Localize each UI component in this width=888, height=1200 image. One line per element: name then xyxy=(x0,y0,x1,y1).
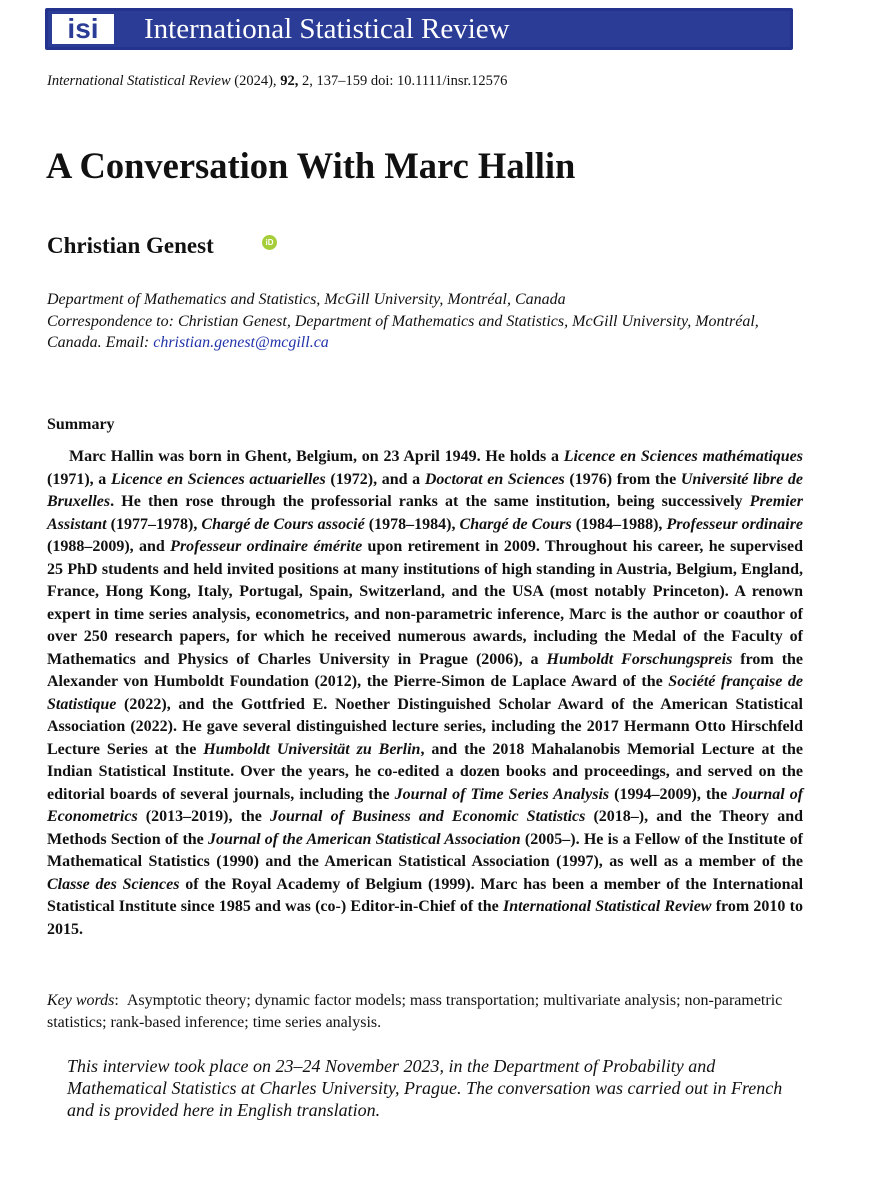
citation-pages-doi[interactable]: 2, 137–159 doi: 10.1111/insr.12576 xyxy=(301,73,508,89)
summary-segment: Marc Hallin was born in Ghent, Belgium, on 23 April 1949. He holds a xyxy=(69,448,564,465)
correspondence-line xyxy=(47,311,767,354)
article-title: A Conversation With Marc Hallin xyxy=(46,145,576,186)
summary-italic-segment: Licence en Sciences actuarielles xyxy=(110,470,326,488)
summary-segment: (1972), and a xyxy=(325,470,425,488)
summary-segment: (1978–1984), xyxy=(364,515,460,533)
keywords-label: Key words xyxy=(47,992,115,1009)
summary-italic-segment: Chargé de Cours associé xyxy=(201,515,365,533)
summary-italic-segment: Journal of Econometrics xyxy=(47,785,804,825)
email-link[interactable]: christian.genest@mcgill.ca xyxy=(153,334,329,351)
summary-segment: (1977–1978), xyxy=(106,515,202,533)
correspondence-text: Correspondence to: Christian Genest, Department of Mathematics and Statistics, McGill University, Montréal, Canada. Email: xyxy=(47,312,759,351)
summary-segment: (1994–2009), the xyxy=(609,785,733,803)
citation-line xyxy=(47,73,507,90)
summary-italic-segment: Licence en Sciences mathématiques xyxy=(563,448,803,465)
journal-name: International Statistical Review xyxy=(144,13,510,45)
summary-italic-segment: Classe des Sciences xyxy=(47,875,180,893)
summary-segment: (1971), a xyxy=(47,470,111,488)
summary-segment: (2022), and the Gottfried E. Noether Distinguished Scholar Award of the American Statistical Association (2022). He gave several distinguished lecture series, including the 2017 Hermann Otto Hirschfeld Lecture Series at the xyxy=(47,695,803,758)
keywords-text: Asymptotic theory; dynamic factor models; mass transportation; multivariate analysis; non-parametric statistics; rank-based inference; time series analysis. xyxy=(47,992,783,1031)
summary-segment: upon retirement in 2009. Throughout his career, he supervised 25 PhD students and held invited positions at many institutions of high standing in Austria, Belgium, England, France, Hong Kong, Italy, Portugal, Spain, Switzerland, and the USA (most notably Princeton). A renown expert in time series analysis, econometrics, and non-parametric inference, Marc is the author or coauthor of over 250 research papers, for which he received numerous awards, including the Medal of the Faculty of Mathematics and Physics of Charles University in Prague (2006), a xyxy=(47,538,804,668)
summary-segment: from the Alexander von Humboldt Foundation (2012), the Pierre-Simon de Laplace Award of the xyxy=(47,650,804,690)
summary-segment: (2018–), and the Theory and Methods Section of the xyxy=(47,808,804,848)
summary-segment: (1988–2009), and xyxy=(47,538,171,555)
citation-volume: 92, xyxy=(280,73,299,89)
journal-header-bar xyxy=(45,8,793,50)
summary-segment: (1984–1988), xyxy=(571,515,667,533)
summary-italic-segment: Professeur ordinaire émérite xyxy=(170,538,363,555)
summary-italic-segment: Premier Assistant xyxy=(47,493,803,533)
summary-italic-segment: Humboldt Forschungspreis xyxy=(546,650,733,668)
summary-italic-segment: Journal of Time Series Analysis xyxy=(394,785,610,803)
citation-journal: International Statistical Review xyxy=(47,73,231,89)
summary-italic-segment: Journal of the American Statistical Association xyxy=(208,830,521,848)
summary-segment: . He then rose through the professorial ranks at the same institution, being successively xyxy=(110,493,750,510)
summary-italic-segment: Chargé de Cours xyxy=(459,515,572,533)
summary-segment: of the Royal Academy of Belgium (1999). Marc has been a member of the International Statistical Institute since 1985 and was (co-) Editor-in-Chief of the xyxy=(47,875,804,915)
summary-segment: (2005–). He is a Fellow of the Institute of Mathematical Statistics (1990) and the American Statistical Association (1997), as well as a member of the xyxy=(47,830,804,870)
summary-heading: Summary xyxy=(47,416,115,433)
summary-italic-segment: Professeur ordinaire xyxy=(666,515,804,533)
summary-italic-segment: Journal of Business and Economic Statistics xyxy=(270,808,586,825)
interview-note: This interview took place on 23–24 November 2023, in the Department of Probability and Mathematical Statistics at Charles University, Prague. The conversation was carried out in French and is provided here in English translation. xyxy=(67,1056,783,1120)
isi-logo: isi xyxy=(52,14,114,44)
keywords-block: Key words: Asymptotic theory; dynamic factor models; mass transportation; multivariate analysis; non-parametric statistics; rank-based inference; time series analysis. xyxy=(47,992,783,1031)
author-name: Christian Genest xyxy=(47,233,214,258)
summary-segment: (2013–2019), the xyxy=(137,808,271,825)
summary-italic-segment: Doctorat en Sciences xyxy=(424,470,565,488)
summary-segment: (1976) from the xyxy=(564,470,681,488)
affiliation-line: Department of Mathematics and Statistics, McGill University, Montréal, Canada xyxy=(47,291,566,308)
summary-segment: from 2010 to 2015. xyxy=(47,898,803,938)
summary-italic-segment: Université libre de Bruxelles xyxy=(47,470,804,510)
summary-italic-segment: International Statistical Review xyxy=(502,898,712,915)
orcid-icon[interactable]: iD xyxy=(262,235,277,250)
summary-segment: , and the 2018 Mahalanobis Memorial Lecture at the Indian Statistical Institute. Over the years, he co-edited a dozen books and proceedings, and served on the editorial boards of several journals, including the xyxy=(47,740,804,803)
summary-paragraph xyxy=(47,446,803,941)
summary-italic-segment: Société française de Statistique xyxy=(47,673,803,713)
summary-italic-segment: Humboldt Universität zu Berlin xyxy=(203,740,421,758)
affiliation-block xyxy=(47,289,767,354)
citation-year: (2024), xyxy=(234,73,277,89)
